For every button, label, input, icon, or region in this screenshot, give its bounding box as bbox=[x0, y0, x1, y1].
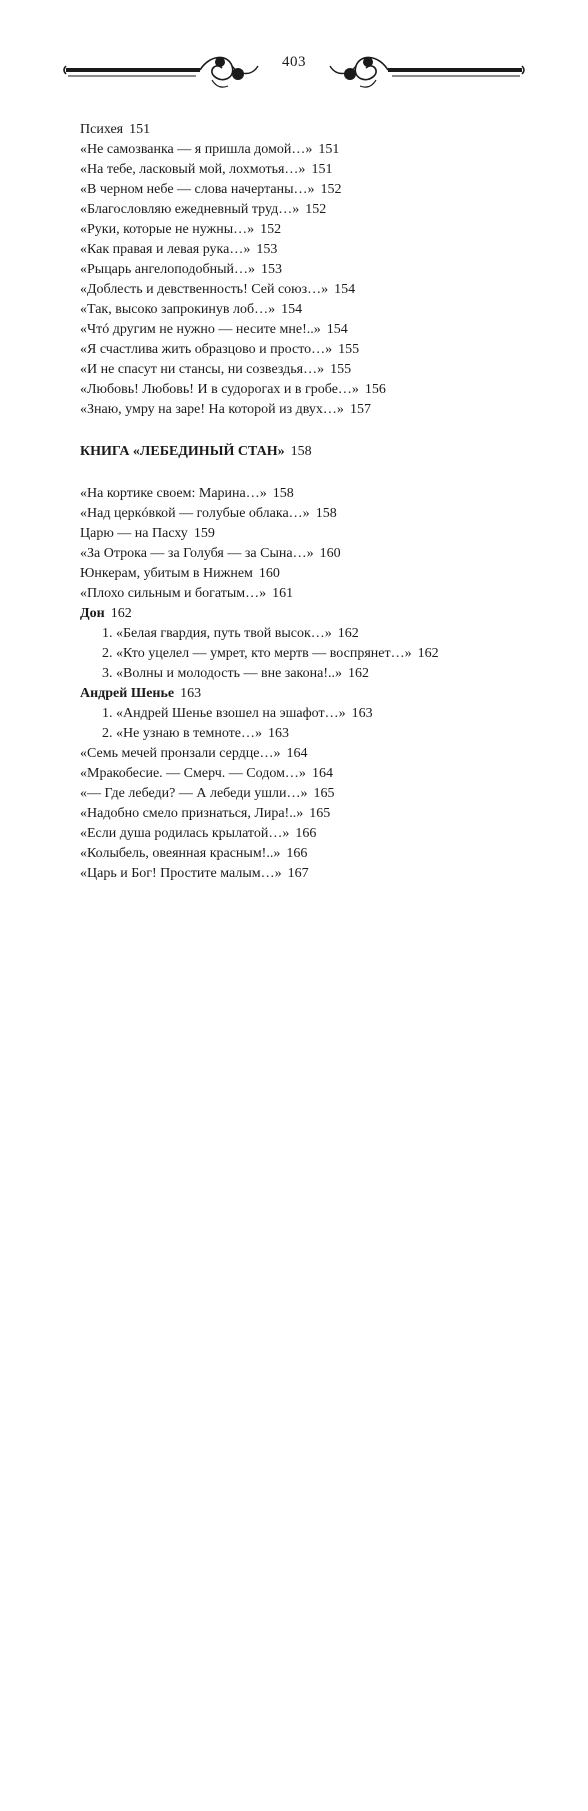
toc-entry-title: Андрей Шенье bbox=[80, 684, 174, 704]
toc-entry-page-number: 165 bbox=[309, 804, 588, 1751]
toc-entry-page-number: 161 bbox=[272, 584, 588, 1531]
toc-entry-page-number: 163 bbox=[268, 724, 588, 1671]
toc-entry-title: «Чтó другим не нужно — несите мне!..» bbox=[80, 320, 321, 340]
page-header bbox=[0, 40, 588, 100]
toc-entry bbox=[80, 120, 504, 140]
toc-entry-page-number: 153 bbox=[261, 260, 588, 1207]
toc-entry-title: «И не спасут ни стансы, ни созвездья…» bbox=[80, 360, 324, 380]
toc-entry-title: «Любовь! Любовь! И в судорогах и в гробе…» bbox=[80, 380, 359, 400]
toc-entry-page-number: 162 bbox=[418, 644, 588, 1591]
toc-entry-title: 2. «Кто уцелел — умрет, кто мертв — воспрянет…» bbox=[80, 644, 412, 664]
toc-entry-page-number: 151 bbox=[129, 120, 588, 1067]
toc-entry-page-number: 153 bbox=[256, 240, 588, 1187]
toc-entry-page-number: 160 bbox=[320, 544, 588, 1491]
toc-entry-title: Царю — на Пасху bbox=[80, 524, 188, 544]
table-of-contents bbox=[80, 120, 504, 884]
toc-entry-title: «Как правая и левая рука…» bbox=[80, 240, 250, 260]
toc-entry-title: «Я счастлива жить образцово и просто…» bbox=[80, 340, 332, 360]
toc-entry-title: «За Отрока — за Голубя — за Сына…» bbox=[80, 544, 314, 564]
toc-entry-title: 3. «Волны и молодость — вне закона!..» bbox=[80, 664, 342, 684]
toc-entry-title: «Руки, которые не нужны…» bbox=[80, 220, 254, 240]
toc-entry-page-number: 160 bbox=[259, 564, 588, 1511]
toc-heading-entry bbox=[80, 604, 504, 624]
toc-entry-page-number: 158 bbox=[273, 484, 588, 1431]
toc-entry-page-number: 154 bbox=[334, 280, 588, 1227]
toc-entry-page-number: 163 bbox=[180, 684, 588, 1631]
toc-entry-page-number: 152 bbox=[260, 220, 588, 1167]
toc-entry-page-number: 154 bbox=[281, 300, 588, 1247]
toc-entry-title: «Мракобесие. — Смерч. — Содом…» bbox=[80, 764, 306, 784]
toc-entry-title: «Благословляю ежедневный труд…» bbox=[80, 200, 299, 220]
toc-entry-title: Психея bbox=[80, 120, 123, 140]
toc-entry-title: «Колыбель, овеянная красным!..» bbox=[80, 844, 280, 864]
toc-section bbox=[80, 120, 504, 420]
toc-entry-page-number: 152 bbox=[321, 180, 588, 1127]
toc-entry-page-number: 162 bbox=[338, 624, 588, 1571]
toc-entry-title: «В черном небе — слова начертаны…» bbox=[80, 180, 315, 200]
toc-entry-title: 1. «Андрей Шенье взошел на эшафот…» bbox=[80, 704, 346, 724]
toc-entry-title: «— Где лебеди? — А лебеди ушли…» bbox=[80, 784, 308, 804]
toc-entry-title: «Если душа родилась крылатой…» bbox=[80, 824, 289, 844]
toc-entry-title: Юнкерам, убитым в Нижнем bbox=[80, 564, 253, 584]
toc-entry-page-number: 151 bbox=[318, 140, 588, 1087]
toc-entry-page-number: 152 bbox=[305, 200, 588, 1147]
toc-entry-page-number: 164 bbox=[287, 744, 588, 1691]
toc-entry-title: КНИГА «ЛЕБЕДИНЫЙ СТАН» bbox=[80, 442, 285, 462]
toc-entry-page-number: 155 bbox=[330, 360, 588, 1307]
toc-entry-page-number: 166 bbox=[286, 844, 588, 1791]
toc-entry-title: «Рыцарь ангелоподобный…» bbox=[80, 260, 255, 280]
toc-entry-page-number: 156 bbox=[365, 380, 588, 1327]
toc-entry-page-number: 158 bbox=[291, 442, 588, 1389]
toc-entry-page-number: 158 bbox=[316, 504, 588, 1451]
toc-entry-title: 1. «Белая гвардия, путь твой высок…» bbox=[80, 624, 332, 644]
toc-entry-title: «На тебе, ласковый мой, лохмотья…» bbox=[80, 160, 305, 180]
toc-entry-title: «Царь и Бог! Простите малым…» bbox=[80, 864, 282, 884]
toc-entry-title: 2. «Не узнаю в темноте…» bbox=[80, 724, 262, 744]
toc-entry-title: «Надобно смело признаться, Лира!..» bbox=[80, 804, 303, 824]
toc-entry-page-number: 166 bbox=[295, 824, 588, 1771]
toc-entry-page-number: 162 bbox=[348, 664, 588, 1611]
toc-entry-page-number: 163 bbox=[352, 704, 588, 1651]
toc-entry-page-number: 151 bbox=[311, 160, 588, 1107]
toc-entry-page-number: 165 bbox=[314, 784, 588, 1731]
toc-entry-title: «На кортике своем: Марина…» bbox=[80, 484, 267, 504]
toc-entry-title: Дон bbox=[80, 604, 105, 624]
toc-entry-title: «Не самозванка — я пришла домой…» bbox=[80, 140, 312, 160]
toc-entry-page-number: 159 bbox=[194, 524, 588, 1471]
toc-entry-page-number: 164 bbox=[312, 764, 588, 1711]
page-number: 403 bbox=[0, 54, 588, 71]
toc-entry-page-number: 167 bbox=[288, 864, 588, 1811]
toc-entry-title: «Доблесть и девственность! Сей союз…» bbox=[80, 280, 328, 300]
toc-entry-title: «Плохо сильным и богатым…» bbox=[80, 584, 266, 604]
toc-entry-title: «Знаю, умру на заре! На которой из двух…» bbox=[80, 400, 344, 420]
toc-entry-page-number: 162 bbox=[111, 604, 588, 1551]
toc-entry-title: «Над церкóвкой — голубые облака…» bbox=[80, 504, 310, 524]
toc-entry-page-number: 157 bbox=[350, 400, 588, 1347]
toc-entry-title: «Так, высоко запрокинув лоб…» bbox=[80, 300, 275, 320]
toc-entry-page-number: 155 bbox=[338, 340, 588, 1287]
toc-entry-title: «Семь мечей пронзали сердце…» bbox=[80, 744, 281, 764]
toc-entry-page-number: 154 bbox=[327, 320, 588, 1267]
